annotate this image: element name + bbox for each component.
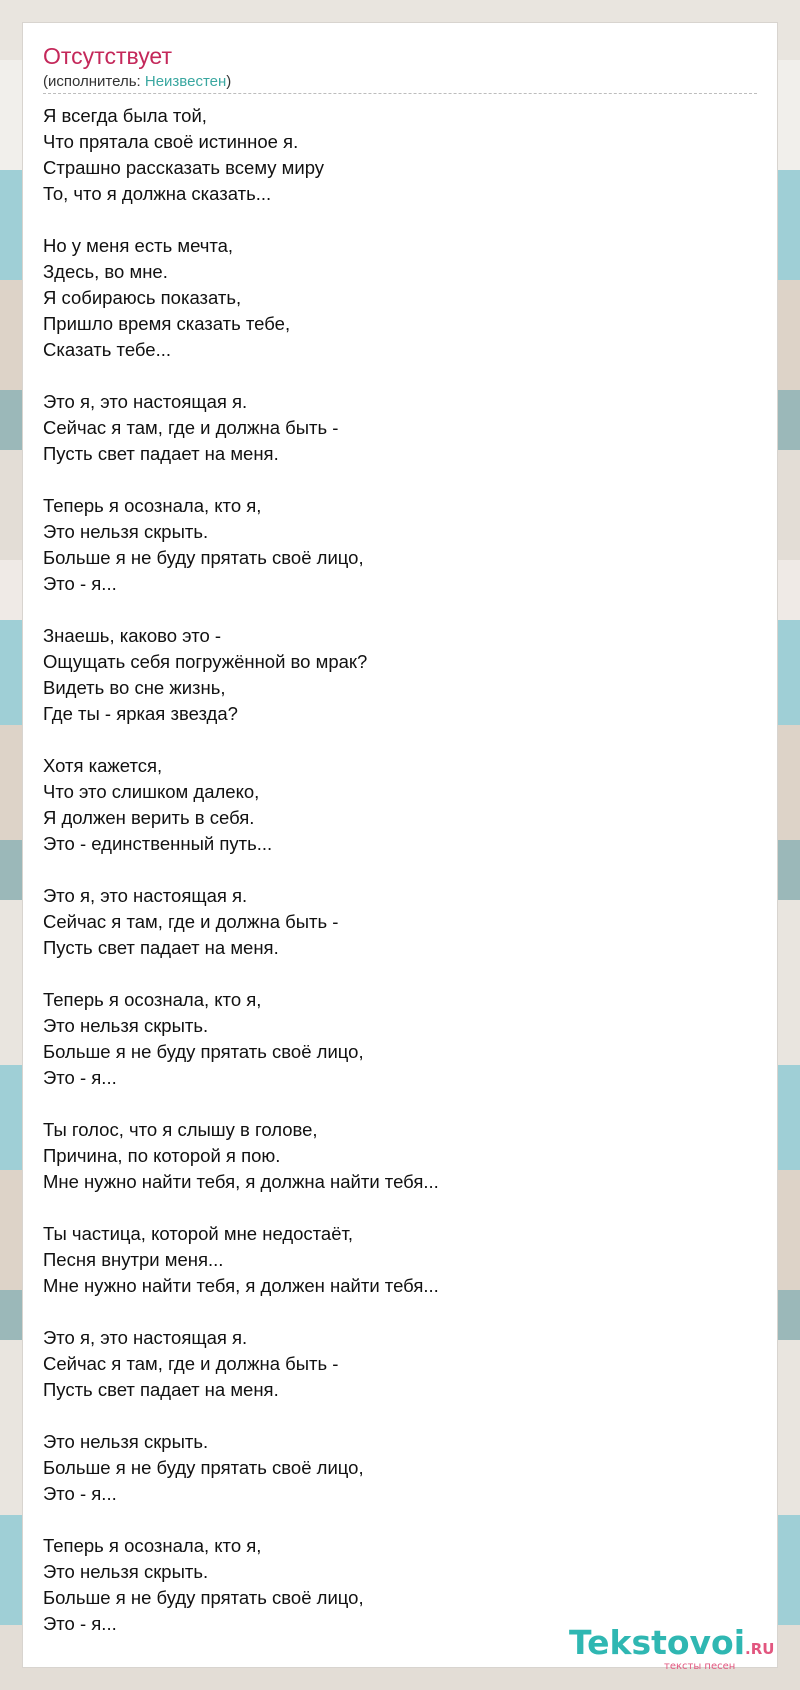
lyrics-line: Это - я... — [43, 1067, 117, 1088]
lyrics-stanza — [43, 1117, 757, 1195]
lyrics-line: Теперь я осознала, кто я, — [43, 989, 262, 1010]
lyrics-stanza — [43, 987, 757, 1091]
lyrics-stanza — [43, 493, 757, 597]
lyrics-stanza — [43, 389, 757, 467]
lyrics-text — [43, 103, 757, 1663]
lyrics-line: Пусть свет падает на меня. — [43, 1379, 279, 1400]
lyrics-line: Хотя кажется, — [43, 755, 163, 776]
lyrics-line: Песня внутри меня... — [43, 1249, 224, 1270]
lyrics-line: Это нельзя скрыть. — [43, 521, 209, 542]
lyrics-line: Что это слишком далеко, — [43, 781, 260, 802]
lyrics-line: Страшно рассказать всему миру — [43, 157, 325, 178]
lyrics-line: Больше я не буду прятать своё лицо, — [43, 1041, 364, 1062]
performer-suffix: ) — [226, 73, 232, 90]
logo-tagline: тексты песен — [664, 1661, 736, 1672]
lyrics-line: Где ты - яркая звезда? — [43, 703, 238, 724]
performer-prefix: (исполнитель: — [43, 73, 145, 90]
title-divider — [43, 93, 757, 94]
lyrics-line: То, что я должна сказать... — [43, 183, 272, 204]
lyrics-line: Это я, это настоящая я. — [43, 885, 248, 906]
site-logo[interactable] — [569, 1623, 775, 1672]
lyrics-line: Ты частица, которой мне недостаёт, — [43, 1223, 354, 1244]
lyrics-stanza — [43, 233, 757, 363]
lyrics-line: Пусть свет падает на меня. — [43, 937, 279, 958]
logo-wordmark: Tekstovoi — [569, 1623, 746, 1662]
lyrics-line: Я всегда была той, — [43, 105, 207, 126]
performer-link[interactable]: Неизвестен — [144, 73, 227, 90]
lyrics-line: Теперь я осознала, кто я, — [43, 1535, 262, 1556]
lyrics-line: Мне нужно найти тебя, я должен найти тебя... — [43, 1275, 439, 1296]
lyrics-line: Это нельзя скрыть. — [43, 1561, 209, 1582]
lyrics-line: Это - я... — [43, 1483, 117, 1504]
lyrics-line: Больше я не буду прятать своё лицо, — [43, 547, 364, 568]
performer-line — [43, 73, 231, 90]
lyrics-stanza — [43, 1221, 757, 1299]
logo-domain: .RU — [745, 1640, 775, 1658]
lyrics-line: Мне нужно найти тебя, я должна найти тебя... — [43, 1171, 439, 1192]
lyrics-line: Больше я не буду прятать своё лицо, — [43, 1587, 364, 1608]
lyrics-line: Это я, это настоящая я. — [43, 391, 248, 412]
lyrics-line: Это - единственный путь... — [43, 833, 273, 854]
lyrics-stanza — [43, 1325, 757, 1403]
lyrics-line: Это нельзя скрыть. — [43, 1015, 209, 1036]
lyrics-line: Больше я не буду прятать своё лицо, — [43, 1457, 364, 1478]
lyrics-line: Это нельзя скрыть. — [43, 1431, 209, 1452]
lyrics-line: Видеть во сне жизнь, — [43, 677, 226, 698]
lyrics-line: Я собираюсь показать, — [43, 287, 242, 308]
lyrics-line: Ты голос, что я слышу в голове, — [43, 1119, 318, 1140]
lyrics-stanza — [43, 753, 757, 857]
lyrics-line: Но у меня есть мечта, — [43, 235, 234, 256]
lyrics-stanza — [43, 1429, 757, 1507]
lyrics-line: Теперь я осознала, кто я, — [43, 495, 262, 516]
lyrics-stanza — [43, 103, 757, 207]
lyrics-stanza — [43, 1533, 757, 1637]
lyrics-line: Сейчас я там, где и должна быть - — [43, 417, 339, 438]
lyrics-card — [22, 22, 778, 1672]
lyrics-line: Это - я... — [43, 573, 117, 594]
lyrics-line: Это я, это настоящая я. — [43, 1327, 248, 1348]
lyrics-line: Пришло время сказать тебе, — [43, 313, 291, 334]
lyrics-stanza — [43, 883, 757, 961]
lyrics-line: Это - я... — [43, 1613, 117, 1634]
lyrics-stanza — [43, 623, 757, 727]
song-title: Отсутствует — [43, 43, 172, 69]
lyrics-line: Причина, по которой я пою. — [43, 1145, 281, 1166]
lyrics-line: Здесь, во мне. — [43, 261, 168, 282]
lyrics-line: Что прятала своё истинное я. — [43, 131, 299, 152]
lyrics-line: Сейчас я там, где и должна быть - — [43, 1353, 339, 1374]
lyrics-line: Сказать тебе... — [43, 339, 172, 360]
lyrics-line: Знаешь, каково это - — [43, 625, 222, 646]
lyrics-line: Я должен верить в себя. — [43, 807, 255, 828]
lyrics-line: Пусть свет падает на меня. — [43, 443, 279, 464]
lyrics-line: Сейчас я там, где и должна быть - — [43, 911, 339, 932]
lyrics-line: Ощущать себя погружённой во мрак? — [43, 651, 368, 672]
